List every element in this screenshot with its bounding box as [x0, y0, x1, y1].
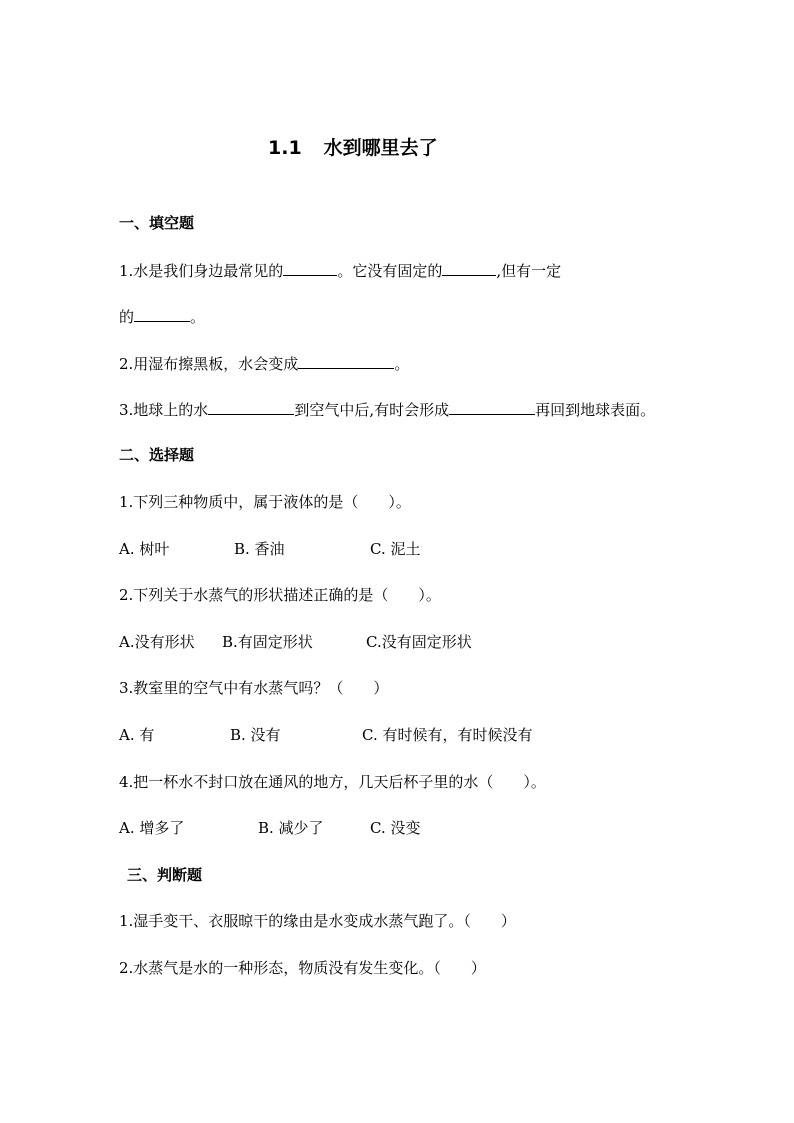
page-title [268, 133, 438, 160]
choice-options-4 [119, 818, 420, 838]
option-b[interactable]: B.有固定形状 [222, 633, 313, 651]
option-a[interactable]: A. 树叶 [119, 540, 170, 558]
section-choice-heading: 二、选择题 [119, 446, 195, 464]
fill-question-1 [119, 260, 561, 281]
answer-blank[interactable] [208, 399, 294, 415]
judge-question-1: 1.湿手变干、衣服晾干的缘由是水变成水蒸气跑了。（ ） [119, 912, 516, 930]
option-a[interactable]: A.没有形状 [119, 633, 195, 651]
choice-question-2: 2.下列关于水蒸气的形状描述正确的是（ ）。 [119, 586, 441, 604]
fill-q3-text-b: 到空气中后,有时会形成 [294, 401, 450, 419]
option-b[interactable]: B. 减少了 [258, 819, 324, 837]
option-c[interactable]: C. 没变 [370, 819, 421, 837]
title-number: 1.1 [268, 137, 302, 159]
fill-question-2 [119, 353, 409, 374]
option-c[interactable]: C. 有时候有，有时候没有 [362, 726, 533, 744]
choice-question-4: 4.把一杯水不封口放在通风的地方，几天后杯子里的水（ ）。 [119, 773, 546, 791]
answer-blank[interactable] [298, 353, 394, 369]
choice-options-1 [119, 539, 420, 559]
fill-q3-text-a: 3.地球上的水 [119, 401, 209, 419]
answer-blank[interactable] [134, 306, 190, 322]
choice-question-3: 3.教室里的空气中有水蒸气吗？（ ） [119, 679, 389, 697]
fill-question-1-cont [119, 306, 205, 327]
fill-q1-text-e: 。 [190, 308, 206, 326]
fill-q1-text-b: 。它没有固定的 [337, 262, 443, 280]
answer-blank[interactable] [442, 260, 496, 276]
title-text: 水到哪里去了 [323, 137, 438, 159]
option-a[interactable]: A. 有 [119, 726, 155, 744]
section-judge-heading: 三、判断题 [127, 866, 203, 884]
judge-question-2: 2.水蒸气是水的一种形态，物质没有发生变化。（ ） [119, 959, 486, 977]
section-fill-heading: 一、填空题 [119, 214, 195, 232]
choice-question-1: 1.下列三种物质中，属于液体的是（ ）。 [119, 493, 411, 511]
fill-q1-text-d: 的 [119, 308, 135, 326]
answer-blank[interactable] [449, 399, 535, 415]
option-b[interactable]: B. 香油 [234, 540, 285, 558]
choice-options-3 [119, 725, 532, 745]
option-a[interactable]: A. 增多了 [119, 819, 185, 837]
option-c[interactable]: C. 泥土 [370, 540, 421, 558]
fill-q3-text-c: 再回到地球表面。 [535, 401, 656, 419]
choice-options-2 [119, 632, 472, 652]
option-b[interactable]: B. 没有 [230, 726, 281, 744]
option-c[interactable]: C.没有固定形状 [366, 633, 472, 651]
fill-question-3 [119, 399, 655, 420]
fill-q2-text-a: 2.用湿布擦黑板，水会变成 [119, 355, 299, 373]
fill-q1-text-a: 1.水是我们身边最常见的 [119, 262, 284, 280]
fill-q2-text-b: 。 [394, 355, 410, 373]
fill-q1-text-c: ,但有一定 [496, 262, 562, 280]
answer-blank[interactable] [283, 260, 337, 276]
